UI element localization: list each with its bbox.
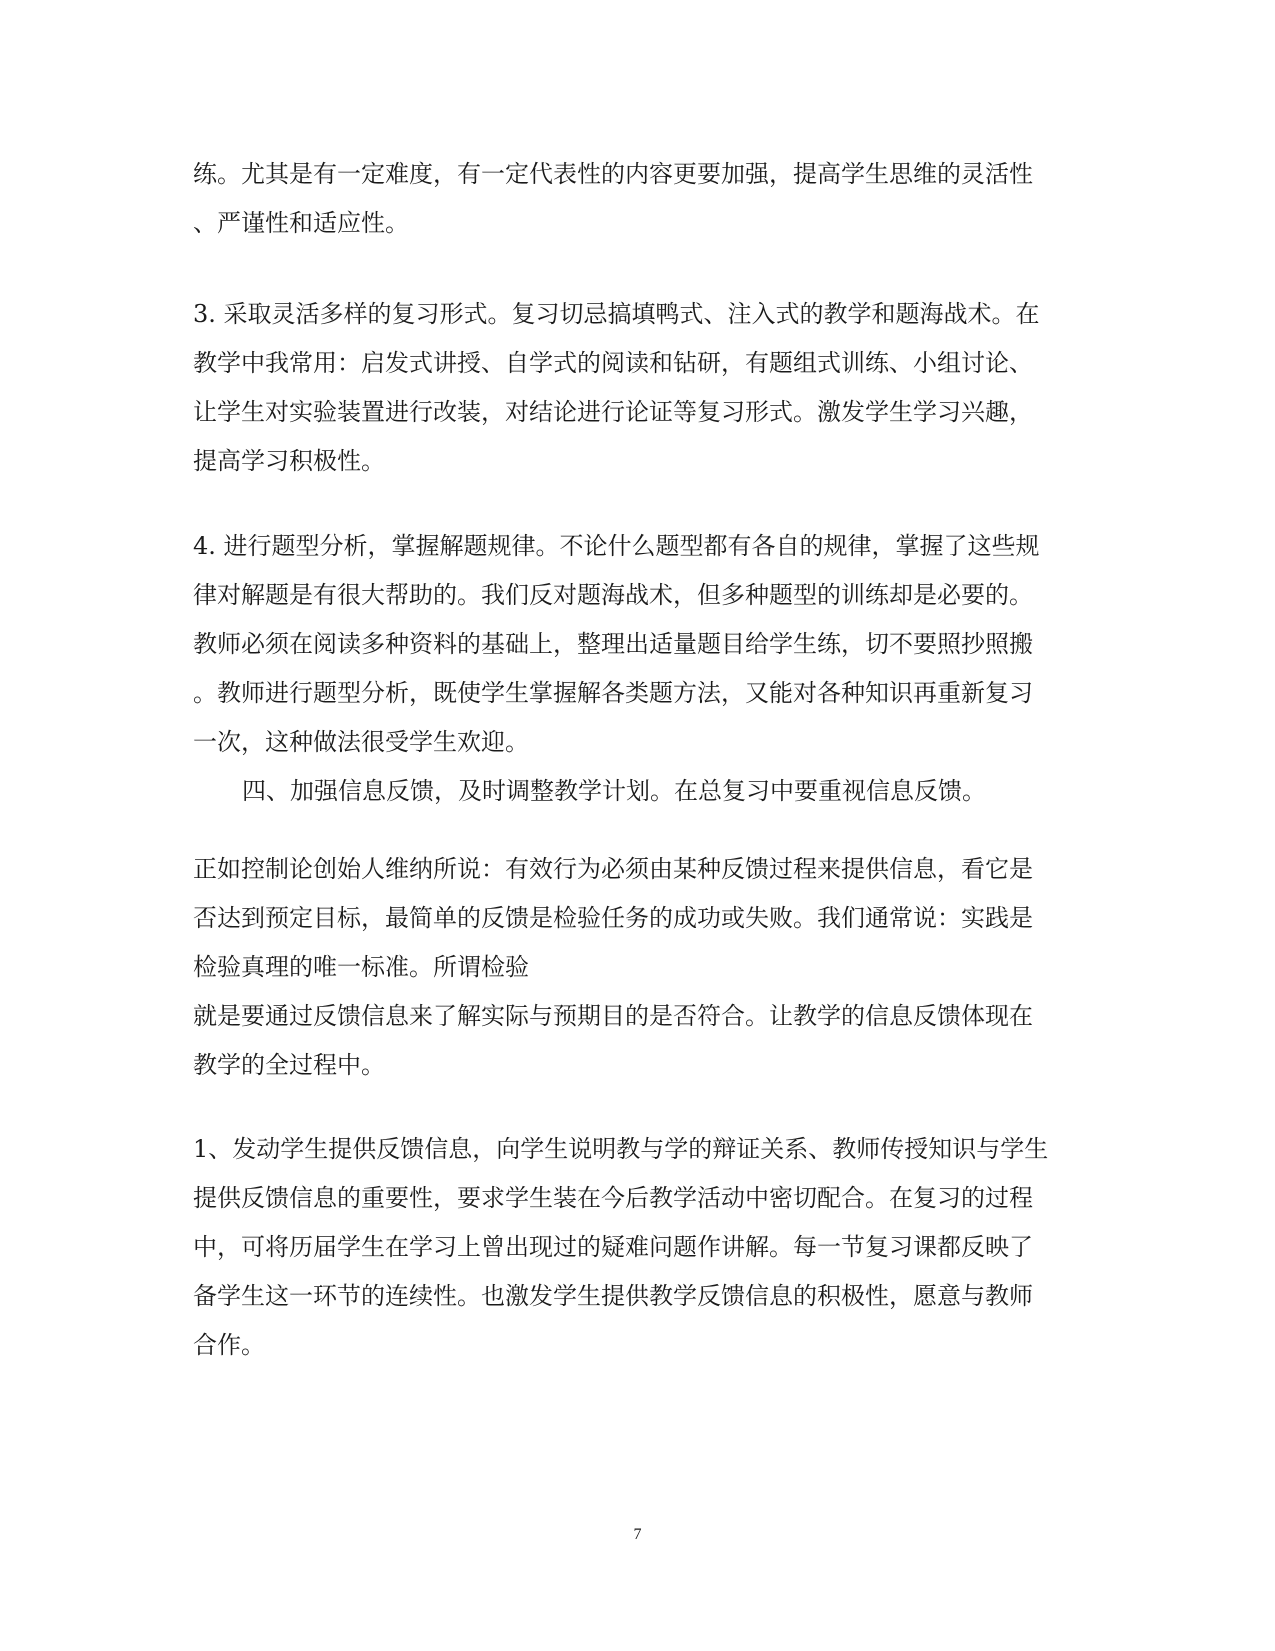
text-line: 提供反馈信息的重要性，要求学生装在今后教学活动中密切配合。在复习的过程 [193, 1184, 1033, 1212]
text-line: 合作。 [193, 1331, 265, 1359]
paragraph-4 [193, 845, 1093, 1090]
text-line: 提高学习积极性。 [193, 447, 385, 475]
text-line: 一次，这种做法很受学生欢迎。 [193, 728, 529, 756]
text-line: 正如控制论创始人维纳所说：有效行为必须由某种反馈过程来提供信息，看它是 [193, 855, 1033, 883]
text-line: 3. 采取灵活多样的复习形式。复习切忌搞填鸭式、注入式的教学和题海战术。在 [193, 300, 1040, 328]
text-line: 中，可将历届学生在学习上曾出现过的疑难问题作讲解。每一节复习课都反映了 [193, 1233, 1033, 1261]
text-line: 律对解题是有很大帮助的。我们反对题海战术，但多种题型的训练却是必要的。 [193, 581, 1033, 609]
paragraph-3 [193, 522, 1093, 816]
text-line: 1、发动学生提供反馈信息，向学生说明教与学的辩证关系、教师传授知识与学生 [193, 1135, 1049, 1163]
text-line: 检验真理的唯一标准。所谓检验 [193, 953, 529, 981]
section-heading: 四、加强信息反馈，及时调整教学计划。在总复习中要重视信息反馈。 [242, 777, 986, 805]
text-line: 练。尤其是有一定难度，有一定代表性的内容更要加强，提高学生思维的灵活性 [193, 160, 1033, 188]
text-line: 4. 进行题型分析，掌握解题规律。不论什么题型都有各自的规律，掌握了这些规 [193, 532, 1040, 560]
text-line: 、严谨性和适应性。 [193, 209, 409, 237]
text-line: 教学的全过程中。 [193, 1051, 385, 1079]
text-line: 教师必须在阅读多种资料的基础上，整理出适量题目给学生练，切不要照抄照搬 [193, 630, 1033, 658]
text-line: 。教师进行题型分析，既使学生掌握解各类题方法，又能对各种知识再重新复习 [193, 679, 1033, 707]
text-line: 否达到预定目标，最简单的反馈是检验任务的成功或失败。我们通常说：实践是 [193, 904, 1033, 932]
text-line: 就是要通过反馈信息来了解实际与预期目的是否符合。让教学的信息反馈体现在 [193, 1002, 1033, 1030]
text-line: 备学生这一环节的连续性。也激发学生提供教学反馈信息的积极性，愿意与教师 [193, 1282, 1033, 1310]
paragraph-1 [193, 150, 1093, 248]
paragraph-5 [193, 1125, 1093, 1370]
text-line: 让学生对实验装置进行改装，对结论进行论证等复习形式。激发学生学习兴趣， [193, 398, 1033, 426]
text-line: 教学中我常用：启发式讲授、自学式的阅读和钻研，有题组式训练、小组讨论、 [193, 349, 1033, 377]
page-number: 7 [633, 1526, 642, 1543]
paragraph-2 [193, 290, 1093, 486]
